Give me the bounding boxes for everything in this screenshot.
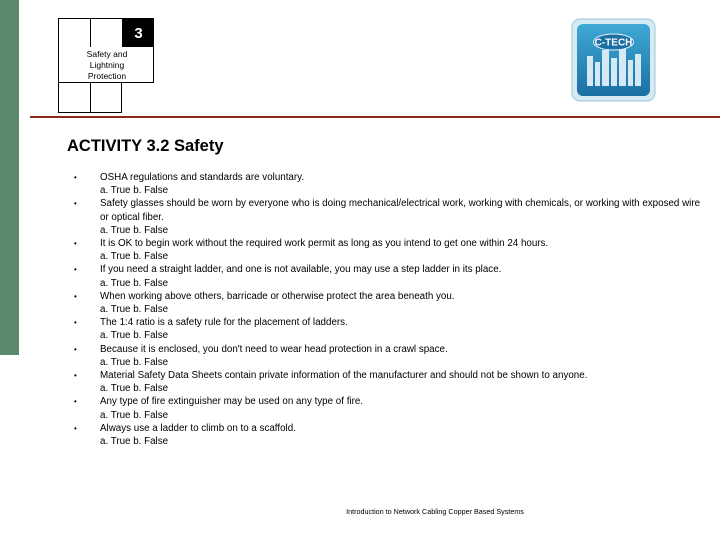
chapter-indicator [58,18,154,83]
ctech-logo [571,18,656,102]
list-item [70,197,710,237]
list-item [70,369,710,395]
chapter-cell [59,83,91,112]
answer-options: a. True b. False [100,383,169,395]
answer-options: a. True b. False [100,409,169,421]
chapter-number: 3 [123,19,154,47]
question-text: • OSHA regulations and standards are voluntary. [100,172,305,183]
chapter-lower-cells [58,83,122,113]
question-text: • Material Safety Data Sheets contain private information of the manufacturer and should not be shown to anyone. [100,370,588,382]
chapter-cell [59,19,91,47]
answer-options: a. True b. False [100,330,169,342]
list-item [70,316,710,342]
logo-text: C-TECH [594,37,633,49]
question-text: • Any type of fire extinguisher may be used on any type of fire. [100,396,364,408]
answer-options: a. True b. False [100,277,169,289]
chapter-caption-line: Protection [87,71,127,81]
answer-options: a. True b. False [100,436,169,448]
answer-options: a. True b. False [100,304,169,316]
question-text: • The 1:4 ratio is a safety rule for the placement of ladders. [100,317,348,329]
footer-text: Introduction to Network Cabling Copper Based Systems [346,507,524,516]
answer-options: a. True b. False [100,224,169,236]
list-item [70,395,710,421]
chapter-caption-line: Lightning [89,60,125,70]
chapter-caption [59,49,155,82]
question-text: • When working above others, barricade or otherwise protect the area beneath you. [100,290,455,302]
question-text: • Safety glasses should be worn by everyone who is doing mechanical/electrical work, working with chemicals, or working with exposed wire or optical fiber. [100,198,701,223]
list-item [70,422,710,448]
list-item [70,290,710,316]
list-item [70,237,710,263]
answer-options: a. True b. False [100,251,169,263]
list-item [70,171,710,197]
question-text: • Always use a ladder to climb on to a scaffold. [100,422,296,434]
header-divider [30,116,720,118]
answer-options: a. True b. False [100,185,169,197]
question-text: • It is OK to begin work without the required work permit as long as you intend to get one within 24 hours. [100,238,549,250]
list-item [70,263,710,289]
left-accent-bar [0,0,19,355]
chapter-cell [91,19,123,47]
page-title: ACTIVITY 3.2 Safety [67,137,224,155]
question-text: • If you need a straight ladder, and one is not available, you may use a step ladder in its place. [100,264,502,276]
question-text: • Because it is enclosed, you don't need to wear head protection in a crawl space. [100,343,448,355]
list-item [70,343,710,369]
chapter-caption-line: Safety and [86,49,128,59]
question-list [70,171,710,448]
answer-options: a. True b. False [100,356,169,368]
